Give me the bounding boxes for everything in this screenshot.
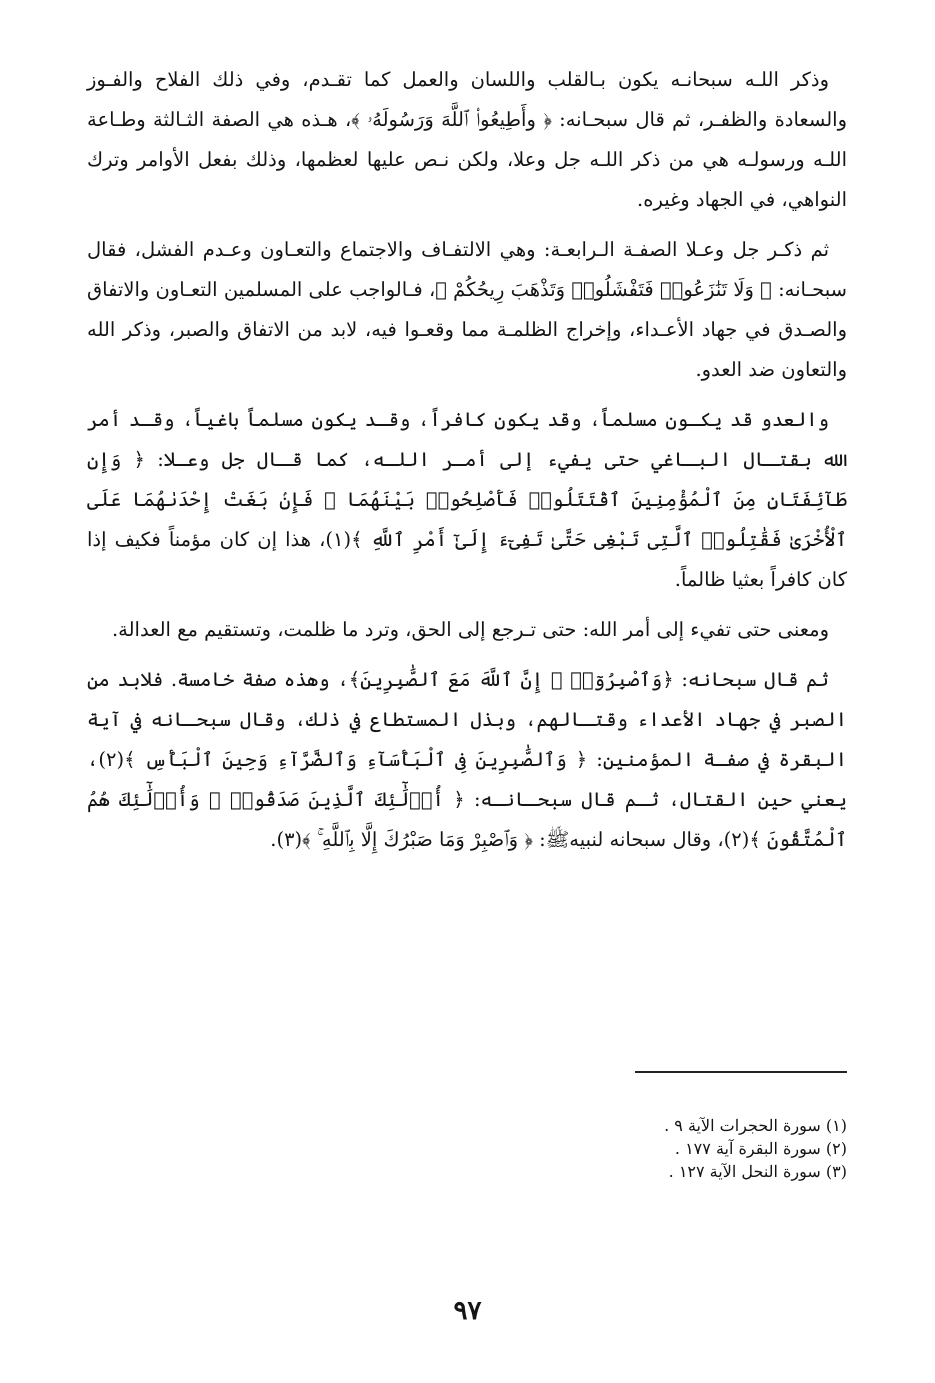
- footnotes: [447, 1114, 847, 1183]
- body-text: [87, 60, 847, 870]
- paragraph-4: ومعنى حتى تفيء إلى أمر الله: حتى تـرجع إلى الحق، وترد ما ظلمت، وتستقيم مع العدالة.: [111, 618, 829, 641]
- footnote-divider: [635, 1071, 847, 1073]
- footnote-1: (١) سورة الحجرات الآية ٩ .: [664, 1116, 847, 1135]
- paragraph-2: ثم ذكـر جل وعـلا الصفـة الـرابعـة: وهي الالتفـاف والاجتماع والتعـاون وعـدم الفشل، فقال سبحـانه: ﴿ وَلَا تَنَٰزَعُوا۟ فَتَفْشَلُوا۟ وَتَذْهَبَ رِيحُكُمْ ﴾، فـالواجب على المسلمين التعـاون والاتفاق والصـدق في جهاد الأعـداء، وإخراج الظلمـة مما وقعـوا فيه، لابد من الاتفاق والصبر، وذكر الله والتعاون ضد العدو.: [87, 238, 847, 381]
- page-number: ٩٧: [453, 1296, 482, 1326]
- paragraph-1: وذكر اللـه سبحانـه يكون بـالقلب واللسان والعمل كما تقـدم، وفي ذلك الفلاح والفـوز والسعادة والظفـر، ثم قال سبحـانه: ﴿ وأَطِيعُوا۟ ٱللَّهَ وَرَسُولَهُۥ ﴾، هـذه هي الصفة الثـالثة وطـاعة اللـه ورسولـه هي من ذكر اللـه جل وعلا، ولكن نـص عليها لعظمها، وذلك بفعل الأوامر وترك النواهي، في الجهاد وغيره.: [87, 68, 847, 211]
- footnote-2: (٢) سورة البقرة آية ١٧٧ .: [674, 1139, 847, 1158]
- paragraph-3: والعدو قد يكـون مسلماً، وقد يكون كافراً، وقـد يكون مسلماً باغياً، وقـد أمر الله بقتـال البـاغي حتى يفيء إلى أمـر اللـه، كما قـال جل وعـلا: ﴿ وَإِن طَآئِفَتَانِ مِنَ ٱلْمُؤْمِنِينَ ٱقْتَتَلُوا۟ فَأَصْلِحُوا۟ بَيْنَهُمَا ۖ فَإِنۢ بَغَتْ إِحْدَىٰهُمَا عَلَى ٱلْأُخْرَىٰ فَقَٰتِلُوا۟ ٱلَّتِى تَبْغِى حَتَّىٰ تَفِىٓءَ إِلَىٰٓ أَمْرِ ٱللَّهِ ﴾(١)، هذا إن كان مؤمناً فكيف إذا كان كافراً بعثيا ظالماً.: [87, 408, 848, 591]
- paragraph-5: ثم قال سبحانه: ﴿وَٱصْبِرُوٓا۟ ۚ إِنَّ ٱللَّهَ مَعَ ٱلصَّٰبِرِينَ﴾، وهذه صفة خامسة. فلابد من الصبر في جهاد الأعداء وقتـالهم، وبذل المستطاع في ذلك، وقال سبحـانه في آية البقرة في صفـة المؤمنين: ﴿ وَٱلصَّٰبِرِينَ فِى ٱلْبَأْسَآءِ وَٱلضَّرَّآءِ وَحِينَ ٱلْبَأْسِ ﴾(٢)، يعني حين القتال، ثـم قال سبحـانـه: ﴿ أُو۟لَٰٓئِكَ ٱلَّذِينَ صَدَقُوا۟ ۖ وَأُو۟لَٰٓئِكَ هُمُ ٱلْمُتَّقُونَ ﴾(٢)، وقال سبحانه لنبيهﷺ: ﴿ وَٱصْبِرْ وَمَا صَبْرُكَ إِلَّا بِٱللَّهِ ۚ ﴾(٣).: [87, 668, 847, 851]
- footnote-3: (٣) سورة النحل الآية ١٢٧ .: [668, 1162, 847, 1181]
